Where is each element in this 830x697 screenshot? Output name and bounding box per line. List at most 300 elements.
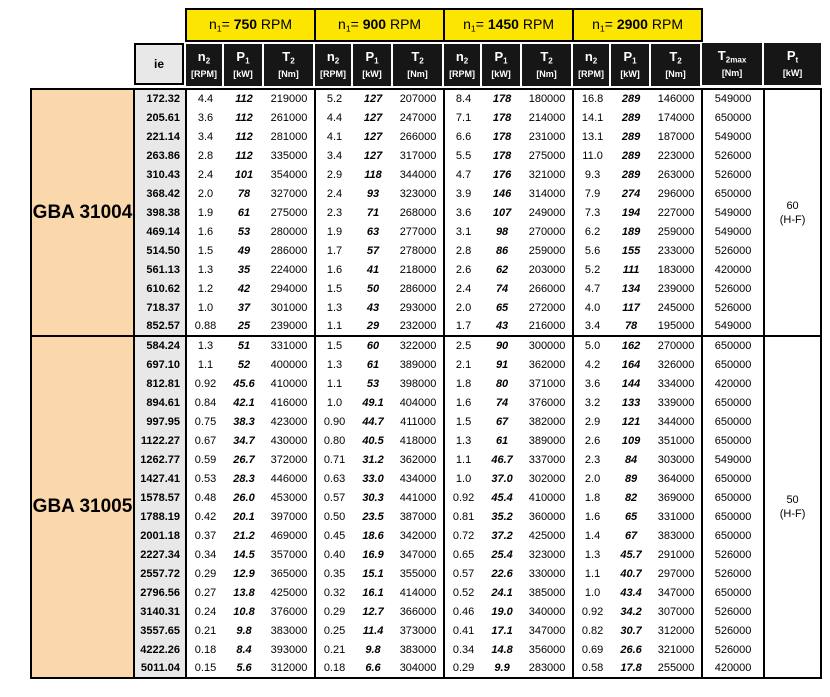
p1-value: 84 <box>624 453 638 466</box>
t2-value: 334000 <box>651 374 702 393</box>
t2-value: 364000 <box>651 469 702 488</box>
t2-value: 418000 <box>393 431 444 450</box>
t2-value: 430000 <box>264 431 315 450</box>
t2max-value: 650000 <box>702 526 764 545</box>
p1-value: 107 <box>492 206 512 219</box>
p1-value: 112 <box>235 130 253 143</box>
n2-value: 1.1 <box>455 453 472 466</box>
t2-value: 300000 <box>522 336 573 355</box>
t2-value: 146000 <box>651 89 702 108</box>
table-row <box>31 469 821 488</box>
n2-value: 1.3 <box>326 301 343 314</box>
column-header-cell <box>702 41 764 89</box>
n2-value: 0.48 <box>194 491 217 504</box>
speed-header-row <box>31 9 821 41</box>
n2-value: 0.21 <box>323 643 346 656</box>
ie-header-cell <box>134 41 186 89</box>
table-row <box>31 412 821 431</box>
t2-value: 398000 <box>393 374 444 393</box>
p1-value: 12.7 <box>362 605 384 618</box>
n2-value: 2.4 <box>326 187 343 200</box>
n2-value: 1.7 <box>444 317 482 336</box>
n2-value: 3.2 <box>584 396 601 409</box>
p1-value: 67 <box>624 529 638 542</box>
t2max-value: 549000 <box>702 222 764 241</box>
n2-value: 5.5 <box>455 149 472 162</box>
t2-value: 214000 <box>522 108 573 127</box>
column-unit: [Nm] <box>665 68 686 79</box>
t2-value: 365000 <box>264 564 315 583</box>
t2-value: 307000 <box>651 602 702 621</box>
n2-value: 2.5 <box>444 336 482 355</box>
p1-value: 23.5 <box>362 510 384 523</box>
p1-value: 28.3 <box>233 472 255 485</box>
n2-value: 5.2 <box>315 89 353 108</box>
p1-value: 52 <box>237 358 251 371</box>
t2max-value: 650000 <box>702 184 764 203</box>
p1-value: 289 <box>611 89 651 108</box>
n2-value: 2.4 <box>197 168 214 181</box>
n2-value: 4.2 <box>584 358 601 371</box>
n2-value: 0.84 <box>194 396 217 409</box>
p1-value: 89 <box>624 472 638 485</box>
p1-value: 34.7 <box>233 434 255 447</box>
ie-value: 2001.18 <box>134 526 186 545</box>
p1-value: 93 <box>366 187 380 200</box>
t2max-value: 650000 <box>702 488 764 507</box>
ie-value: 852.57 <box>134 317 186 336</box>
n2-value: 0.67 <box>194 434 217 447</box>
n2-value: 1.5 <box>455 415 472 428</box>
table-row <box>31 146 821 165</box>
p1-value: 26.7 <box>233 453 255 466</box>
n2-value: 1.9 <box>197 206 214 219</box>
table-row <box>31 507 821 526</box>
t2-value: 259000 <box>522 241 573 260</box>
t2-value: 218000 <box>393 260 444 279</box>
p1-value: 53 <box>237 225 251 238</box>
t2-value: 362000 <box>393 450 444 469</box>
t2-value: 277000 <box>393 222 444 241</box>
p1-value: 14.5 <box>233 548 255 561</box>
t2-value: 247000 <box>393 108 444 127</box>
t2-value: 360000 <box>522 507 573 526</box>
t2-value: 224000 <box>264 260 315 279</box>
t2-value: 326000 <box>651 355 702 374</box>
column-header-cell <box>393 41 444 89</box>
p1-value: 26.6 <box>620 643 642 656</box>
t2-value: 187000 <box>651 127 702 146</box>
t2-value: 371000 <box>522 374 573 393</box>
n2-value: 4.7 <box>455 168 472 181</box>
t2-value: 294000 <box>264 279 315 298</box>
p1-value: 18.6 <box>362 529 384 542</box>
column-header-cell <box>264 41 315 89</box>
n2-value: 0.34 <box>452 643 475 656</box>
column-header-box <box>764 43 821 85</box>
n2-value: 0.32 <box>323 586 346 599</box>
n2-value: 3.4 <box>197 130 214 143</box>
t2max-value: 650000 <box>702 469 764 488</box>
t2-value: 356000 <box>522 640 573 659</box>
ie-value: 263.86 <box>134 146 186 165</box>
n2-value: 0.88 <box>186 317 224 336</box>
column-header-box <box>315 44 351 86</box>
t2max-value: 650000 <box>702 412 764 431</box>
t2-value: 347000 <box>522 621 573 640</box>
p1-value: 121 <box>621 415 641 428</box>
p1-value: 49.1 <box>362 396 384 409</box>
t2max-value: 526000 <box>702 298 764 317</box>
t2-value: 231000 <box>522 127 573 146</box>
column-unit: [kW] <box>233 68 253 79</box>
p1-value: 62 <box>495 263 509 276</box>
n2-value: 1.6 <box>455 396 472 409</box>
column-unit: [RPM] <box>449 68 476 79</box>
t2-value: 342000 <box>393 526 444 545</box>
n2-value: 0.25 <box>323 624 346 637</box>
table-row <box>31 317 821 336</box>
ie-value: 584.24 <box>134 336 186 355</box>
p1-value: 25.4 <box>491 548 513 561</box>
input-speed-header: $n_1= 1450$ RPM <box>444 9 573 41</box>
p1-value: 178 <box>492 149 512 162</box>
p1-value: 164 <box>621 358 641 371</box>
t2max-value: 650000 <box>702 431 764 450</box>
p1-value: 144 <box>621 377 641 390</box>
n2-value: 0.92 <box>581 605 604 618</box>
p1-value: 176 <box>492 168 512 181</box>
n2-value: 1.1 <box>197 358 214 371</box>
n2-value: 0.42 <box>194 510 217 523</box>
p1-value: 289 <box>621 111 641 124</box>
t2-value: 331000 <box>651 507 702 526</box>
ie-value: 2796.56 <box>134 583 186 602</box>
t2-value: 270000 <box>651 336 702 355</box>
pt-value <box>764 89 821 336</box>
t2-value: 259000 <box>651 222 702 241</box>
table-row <box>31 279 821 298</box>
group-gba31004 <box>31 89 821 336</box>
n2-value: 0.52 <box>452 586 475 599</box>
t2-value: 297000 <box>651 564 702 583</box>
t2-value: 369000 <box>651 488 702 507</box>
t2-value: 275000 <box>264 203 315 222</box>
t2max-value: 650000 <box>702 336 764 355</box>
t2-value: 330000 <box>522 564 573 583</box>
t2-value: 400000 <box>264 355 315 374</box>
column-header-cell <box>482 41 522 89</box>
n2-value: 2.6 <box>584 434 601 447</box>
n2-value: 1.6 <box>326 263 343 276</box>
t2-value: 373000 <box>393 621 444 640</box>
column-header-box <box>702 43 762 85</box>
p1-value: 71 <box>366 206 380 219</box>
t2-value: 227000 <box>651 203 702 222</box>
p1-value: 162 <box>611 336 651 355</box>
t2-value: 321000 <box>522 165 573 184</box>
p1-value: 49 <box>237 244 251 257</box>
t2-value: 389000 <box>522 431 573 450</box>
column-header-cell <box>651 41 702 89</box>
t2max-value: 526000 <box>702 165 764 184</box>
column-symbol: $P_1$ <box>494 49 508 66</box>
pt-note: (H-F) <box>779 213 806 226</box>
t2-value: 216000 <box>522 317 573 336</box>
t2-value: 232000 <box>393 317 444 336</box>
table-row <box>31 583 821 602</box>
p1-value: 63 <box>366 225 380 238</box>
p1-value: 45.6 <box>233 377 255 390</box>
ie-value: 514.50 <box>134 241 186 260</box>
column-symbol: $n_2$ <box>326 49 340 66</box>
t2-value: 291000 <box>651 545 702 564</box>
n2-value: 0.71 <box>323 453 346 466</box>
t2-value: 347000 <box>393 545 444 564</box>
ie-value: 894.61 <box>134 393 186 412</box>
column-header-cell <box>353 41 393 89</box>
t2max-value: 420000 <box>702 659 764 678</box>
n2-value: 2.9 <box>326 168 343 181</box>
p1-value: 82 <box>624 491 638 504</box>
t2max-value: 420000 <box>702 260 764 279</box>
column-unit: [kW] <box>491 68 511 79</box>
ie-value: 221.14 <box>134 127 186 146</box>
n2-value: 2.4 <box>455 282 472 295</box>
column-symbol: $T_2$ <box>540 49 553 66</box>
n2-value: 1.1 <box>326 377 343 390</box>
t2-value: 331000 <box>264 336 315 355</box>
table-row <box>31 450 821 469</box>
ie-value: 368.42 <box>134 184 186 203</box>
column-unit: [Nm] <box>407 68 428 79</box>
p1-value: 12.9 <box>233 567 255 580</box>
p1-value: 25 <box>224 317 264 336</box>
n2-value: 0.82 <box>581 624 604 637</box>
gear-ratings-table <box>30 8 822 679</box>
p1-value: 16.1 <box>362 586 384 599</box>
t2-value: 354000 <box>264 165 315 184</box>
t2-value: 233000 <box>651 241 702 260</box>
n2-value: 5.6 <box>584 244 601 257</box>
table-row <box>31 640 821 659</box>
column-header-box <box>482 44 520 86</box>
p1-value: 112 <box>224 89 264 108</box>
n2-value: 1.7 <box>326 244 343 257</box>
column-symbol: $P_t$ <box>786 48 799 65</box>
n2-value: 0.29 <box>323 605 346 618</box>
t2max-value: 549000 <box>702 127 764 146</box>
n2-value: 2.0 <box>584 472 601 485</box>
p1-value: 19.0 <box>491 605 513 618</box>
t2-value: 283000 <box>522 659 573 678</box>
n2-value: 0.34 <box>194 548 217 561</box>
n2-value: 6.2 <box>584 225 601 238</box>
n2-value: 0.24 <box>194 605 217 618</box>
p1-value: 178 <box>482 89 522 108</box>
t2max-value: 549000 <box>702 89 764 108</box>
n2-value: 0.50 <box>323 510 346 523</box>
n2-value: 4.4 <box>326 111 343 124</box>
t2-value: 351000 <box>651 431 702 450</box>
p1-value: 53 <box>366 377 380 390</box>
t2-value: 261000 <box>264 108 315 127</box>
n2-value: 3.9 <box>455 187 472 200</box>
n2-value: 0.58 <box>573 659 611 678</box>
n2-value: 0.69 <box>581 643 604 656</box>
p1-value: 24.1 <box>491 586 513 599</box>
input-speed-header: $n_1= 2900$ RPM <box>573 9 702 41</box>
p1-value: 8.4 <box>236 643 252 656</box>
t2-value: 323000 <box>393 184 444 203</box>
t2-value: 425000 <box>264 583 315 602</box>
p1-value: 44.7 <box>362 415 384 428</box>
t2-value: 268000 <box>393 203 444 222</box>
n2-value: 0.59 <box>194 453 217 466</box>
column-header-box <box>186 44 222 86</box>
p1-value: 43 <box>366 301 380 314</box>
input-speed-header: $n_1= 750$ RPM <box>186 9 315 41</box>
t2-value: 410000 <box>522 488 573 507</box>
table-row <box>31 488 821 507</box>
t2-value: 312000 <box>651 621 702 640</box>
column-header-cell <box>224 41 264 89</box>
ie-header-box: ie <box>134 43 184 85</box>
p1-value: 9.8 <box>236 624 252 637</box>
column-header-box <box>264 44 313 86</box>
ie-value: 697.10 <box>134 355 186 374</box>
n2-value: 1.3 <box>186 336 224 355</box>
t2max-value: 526000 <box>702 564 764 583</box>
t2max-value: 526000 <box>702 146 764 165</box>
n2-value: 0.53 <box>194 472 217 485</box>
table-row <box>31 336 821 355</box>
p1-value: 37 <box>237 301 251 314</box>
ie-value: 398.38 <box>134 203 186 222</box>
p1-value: 91 <box>495 358 509 371</box>
t2-value: 296000 <box>651 184 702 203</box>
column-symbol: $P_1$ <box>623 49 637 66</box>
column-symbol: $T_{2max}$ <box>717 48 747 65</box>
ie-value: 4222.26 <box>134 640 186 659</box>
n2-value: 6.6 <box>455 130 472 143</box>
n2-value: 7.3 <box>584 206 601 219</box>
n2-value: 1.3 <box>455 434 472 447</box>
t2-value: 303000 <box>651 450 702 469</box>
column-header-box <box>611 44 649 86</box>
t2max-value: 650000 <box>702 507 764 526</box>
n2-value: 0.15 <box>186 659 224 678</box>
t2-value: 317000 <box>393 146 444 165</box>
t2-value: 239000 <box>264 317 315 336</box>
t2-value: 245000 <box>651 298 702 317</box>
p1-value: 37.0 <box>491 472 513 485</box>
table-row <box>31 127 821 146</box>
t2-value: 340000 <box>522 602 573 621</box>
t2-value: 263000 <box>651 165 702 184</box>
p1-value: 127 <box>363 149 383 162</box>
table-row <box>31 431 821 450</box>
n2-value: 5.0 <box>573 336 611 355</box>
t2-value: 469000 <box>264 526 315 545</box>
table-row <box>31 89 821 108</box>
ie-value: 205.61 <box>134 108 186 127</box>
n2-value: 5.2 <box>584 263 601 276</box>
t2-value: 195000 <box>651 317 702 336</box>
column-header-cell <box>573 41 611 89</box>
t2-value: 416000 <box>264 393 315 412</box>
ie-value: 2227.34 <box>134 545 186 564</box>
pt-number: 60 <box>786 199 799 212</box>
column-header-cell <box>522 41 573 89</box>
t2-value: 219000 <box>264 89 315 108</box>
t2-value: 383000 <box>393 640 444 659</box>
n2-value: 0.46 <box>452 605 475 618</box>
t2-value: 372000 <box>264 450 315 469</box>
t2-value: 174000 <box>651 108 702 127</box>
column-unit: [kW] <box>620 68 640 79</box>
t2max-value: 526000 <box>702 241 764 260</box>
p1-value: 57 <box>366 244 380 257</box>
t2-value: 410000 <box>264 374 315 393</box>
n2-value: 2.3 <box>326 206 343 219</box>
ie-value: 610.62 <box>134 279 186 298</box>
t2max-value: 650000 <box>702 355 764 374</box>
n2-value: 2.0 <box>197 187 214 200</box>
column-header-box <box>573 44 609 86</box>
t2-value: 453000 <box>264 488 315 507</box>
t2-value: 382000 <box>522 412 573 431</box>
n2-value: 1.0 <box>197 301 214 314</box>
p1-value: 60 <box>353 336 393 355</box>
p1-value: 112 <box>235 111 253 124</box>
t2-value: 387000 <box>393 507 444 526</box>
n2-value: 0.92 <box>452 491 475 504</box>
p1-value: 274 <box>621 187 641 200</box>
p1-value: 117 <box>622 301 640 314</box>
column-header-cell <box>315 41 353 89</box>
n2-value: 8.4 <box>444 89 482 108</box>
p1-value: 134 <box>621 282 641 295</box>
table-row <box>31 374 821 393</box>
column-unit: [kW] <box>782 67 803 78</box>
n2-value: 0.80 <box>323 434 346 447</box>
p1-value: 65 <box>495 301 509 314</box>
n2-value: 0.57 <box>452 567 475 580</box>
column-header-cell <box>611 41 651 89</box>
p1-value: 14.8 <box>491 643 513 656</box>
t2-value: 270000 <box>522 222 573 241</box>
p1-value: 194 <box>621 206 641 219</box>
t2-value: 411000 <box>393 412 444 431</box>
p1-value: 101 <box>234 168 254 181</box>
t2-value: 366000 <box>393 602 444 621</box>
table-row <box>31 659 821 678</box>
ie-value: 1262.77 <box>134 450 186 469</box>
p1-value: 74 <box>495 396 509 409</box>
table-row <box>31 298 821 317</box>
column-unit: [Nm] <box>278 68 299 79</box>
table-row <box>31 526 821 545</box>
t2-value: 239000 <box>651 279 702 298</box>
p1-value: 31.2 <box>362 453 384 466</box>
n2-value: 3.6 <box>455 206 472 219</box>
n2-value: 2.0 <box>455 301 472 314</box>
ie-value: 997.95 <box>134 412 186 431</box>
p1-value: 33.0 <box>362 472 384 485</box>
table-row <box>31 393 821 412</box>
ie-value: 1578.57 <box>134 488 186 507</box>
